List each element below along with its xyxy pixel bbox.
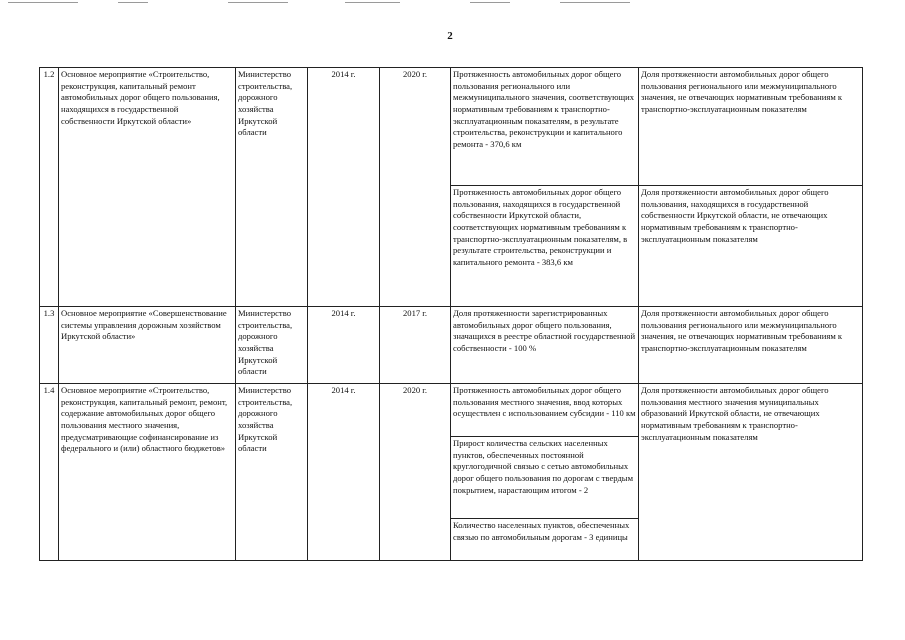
indicator: Доля протяженности автомобильных дорог общего пользования местного значения муниципальных образований Иркутской области, не отвечающих нормативным требованиям к транспортно-эксплуатационным показателям: [639, 384, 863, 561]
indicator: Доля протяженности автомобильных дорог общего пользования регионального или межмуниципального значения, не отвечающих нормативным требованиям к транспортно-эксплуатационным показателям: [639, 307, 863, 384]
table-row: [40, 68, 863, 186]
table-row: [40, 384, 863, 437]
page-number: 2: [447, 30, 453, 42]
scan-artifact-marks: [0, 0, 905, 6]
start-year: 2014 г.: [308, 307, 380, 384]
expected-result: Протяженность автомобильных дорог общего пользования, находящихся в государственной собственности Иркутской области, соответствующих нормативным требованиям к транспортно-эксплуатационным показателям, в результате строительства, реконструкции и капитального ремонта - 383,6 км: [451, 186, 639, 307]
end-year: 2020 г.: [380, 384, 451, 561]
indicator: Доля протяженности автомобильных дорог общего пользования, находящихся в государственной собственности Иркутской области, не отвечающих нормативным требованиям к транспортно-эксплуатационным показателям: [639, 186, 863, 307]
measures-table: [39, 67, 863, 561]
measure-name: Основное мероприятие «Совершенствование системы управления дорожным хозяйством Иркутской области»: [59, 307, 236, 384]
row-number: 1.4: [40, 384, 59, 561]
executor: Министерство строительства, дорожного хозяйства Иркутской области: [236, 68, 308, 307]
row-number: 1.2: [40, 68, 59, 307]
expected-result: Протяженность автомобильных дорог общего пользования регионального или межмуниципального значения, соответствующих нормативным требованиям к транспортно-эксплуатационным показателям, в результате строительства, реконструкции и капитального ремонта - 370,6 км: [451, 68, 639, 186]
indicator: Доля протяженности автомобильных дорог общего пользования регионального или межмуниципального значения, не отвечающих нормативным требованиям к транспортно-эксплуатационным показателям: [639, 68, 863, 186]
start-year: 2014 г.: [308, 68, 380, 307]
expected-result: Доля протяженности зарегистрированных автомобильных дорог общего пользования, значащихся в реестре областной государственной собственности - 100 %: [451, 307, 639, 384]
expected-result: Протяженность автомобильных дорог общего пользования местного значения, ввод которых осуществлен с использованием субсидии - 110 км: [451, 384, 639, 437]
expected-result: Количество населенных пунктов, обеспеченных связью по автомобильным дорогам - 3 единицы: [451, 519, 639, 561]
start-year: 2014 г.: [308, 384, 380, 561]
end-year: 2017 г.: [380, 307, 451, 384]
table-row: [40, 307, 863, 384]
measure-name: Основное мероприятие «Строительство, реконструкция, капитальный ремонт автомобильных дорог общего пользования, находящихся в государственной собственности Иркутской области»: [59, 68, 236, 307]
executor: Министерство строительства, дорожного хозяйства Иркутской области: [236, 384, 308, 561]
measure-name: Основное мероприятие «Строительство, реконструкция, капитальный ремонт, ремонт, содержание автомобильных дорог общего пользования местного значения, предусматривающие софинансирование из федерального и (или) областного бюджетов»: [59, 384, 236, 561]
row-number: 1.3: [40, 307, 59, 384]
end-year: 2020 г.: [380, 68, 451, 307]
executor: Министерство строительства, дорожного хозяйства Иркутской области: [236, 307, 308, 384]
expected-result: Прирост количества сельских населенных пунктов, обеспеченных постоянной круглогодичной связью с сетью автомобильных дорог общего пользования по дорогам с твердым покрытием, нарастающим итогом - 2: [451, 437, 639, 519]
